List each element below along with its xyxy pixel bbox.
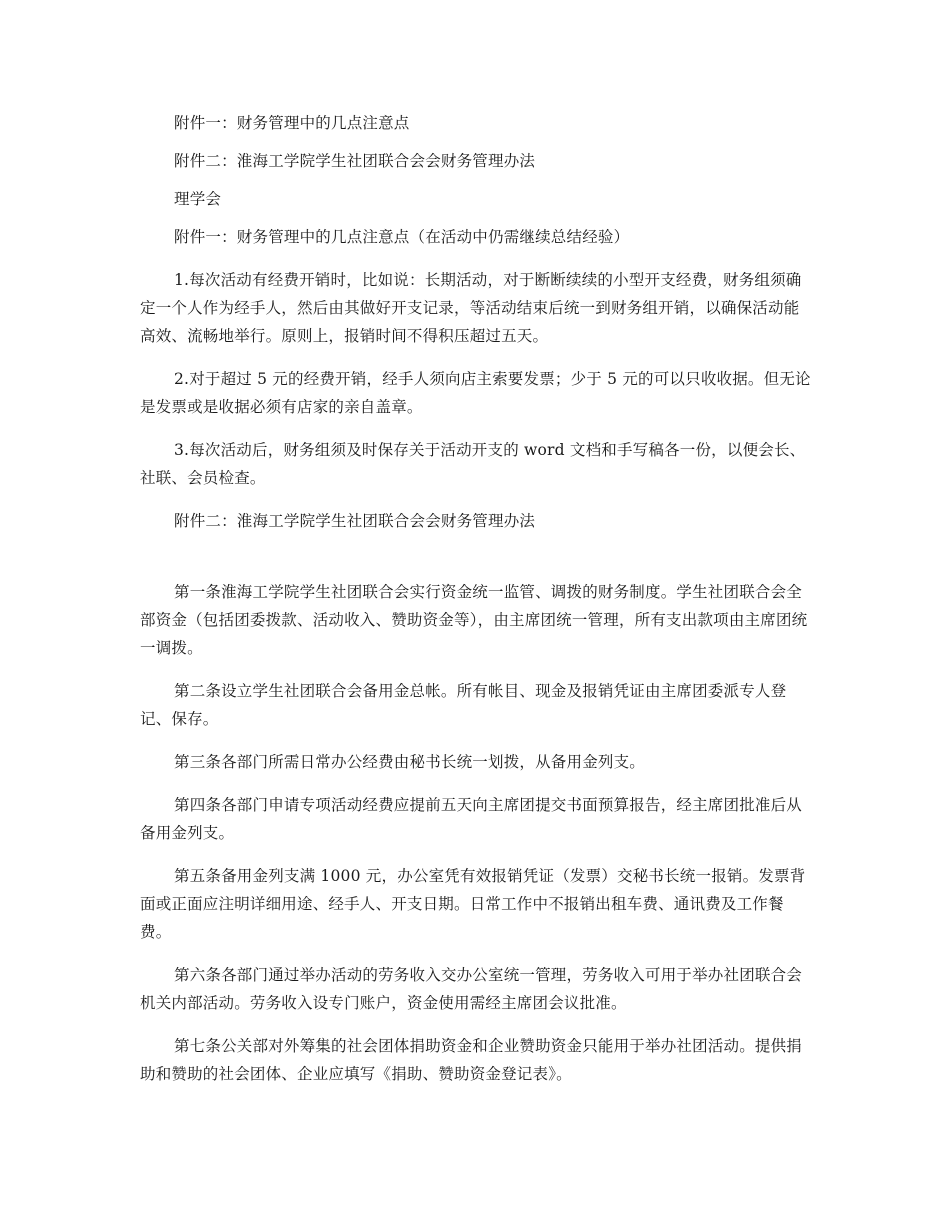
document-page [140,109,812,1088]
note-paragraph-3: 3.每次活动后，财务组须及时保存关于活动开支的 word 文档和手写稿各一份，以便会长、社联、会员检查。 [140,441,806,487]
article-6: 第六条各部门通过举办活动的劳务收入交办公室统一管理，劳务收入可用于举办社团联合会机关内部活动。劳务收入设专门账户，资金使用需经主席团会议批准。 [140,966,803,1012]
article-2: 第二条设立学生社团联合会备用金总帐。所有帐目、现金及报销凭证由主席团委派专人登记、保存。 [140,682,787,728]
heading-attachment-two: 附件二：淮海工学院学生社团联合会会财务管理办法 [174,152,536,170]
heading-society-name: 理学会 [174,190,222,208]
heading-attachment-one: 附件一：财务管理中的几点注意点 [174,114,410,132]
article-5: 第五条备用金列支满 1000 元，办公室凭有效报销凭证（发票）交秘书长统一报销。发票背面或正面应注明详细用途、经手人、开支日期。日常工作中不报销出租车费、通讯费及工作餐费。 [140,867,806,941]
attachment-two-title: 附件二：淮海工学院学生社团联合会会财务管理办法 [174,512,536,530]
article-4: 第四条各部门申请专项活动经费应提前五天向主席团提交书面预算报告，经主席团批准后从备用金列支。 [140,796,803,842]
article-3: 第三条各部门所需日常办公经费由秘书长统一划拨，从备用金列支。 [174,753,646,771]
article-7: 第七条公关部对外筹集的社会团体捐助资金和企业赞助资金只能用于举办社团活动。提供捐助和赞助的社会团体、企业应填写《捐助、赞助资金登记表》。 [140,1037,803,1083]
heading-attachment-one-detail: 附件一：财务管理中的几点注意点（在活动中仍需继续总结经验） [174,228,630,246]
article-1: 第一条淮海工学院学生社团联合会实行资金统一监管、调拨的财务制度。学生社团联合会全部资金（包括团委拨款、活动收入、赞助资金等），由主席团统一管理，所有支出款项由主席团统一调拨。 [140,583,808,657]
note-paragraph-1: 1.每次活动有经费开销时，比如说：长期活动，对于断断续续的小型开支经费，财务组须确定一个人作为经手人，然后由其做好开支记录，等活动结束后统一到财务组开销，以确保活动能高效、流畅地举行。原则上，报销时间不得积压超过五天。 [140,271,802,345]
note-paragraph-2: 2.对于超过 5 元的经费开销，经手人须向店主索要发票；少于 5 元的可以只收收据。但无论是发票或是收据必须有店家的亲自盖章。 [140,370,811,416]
